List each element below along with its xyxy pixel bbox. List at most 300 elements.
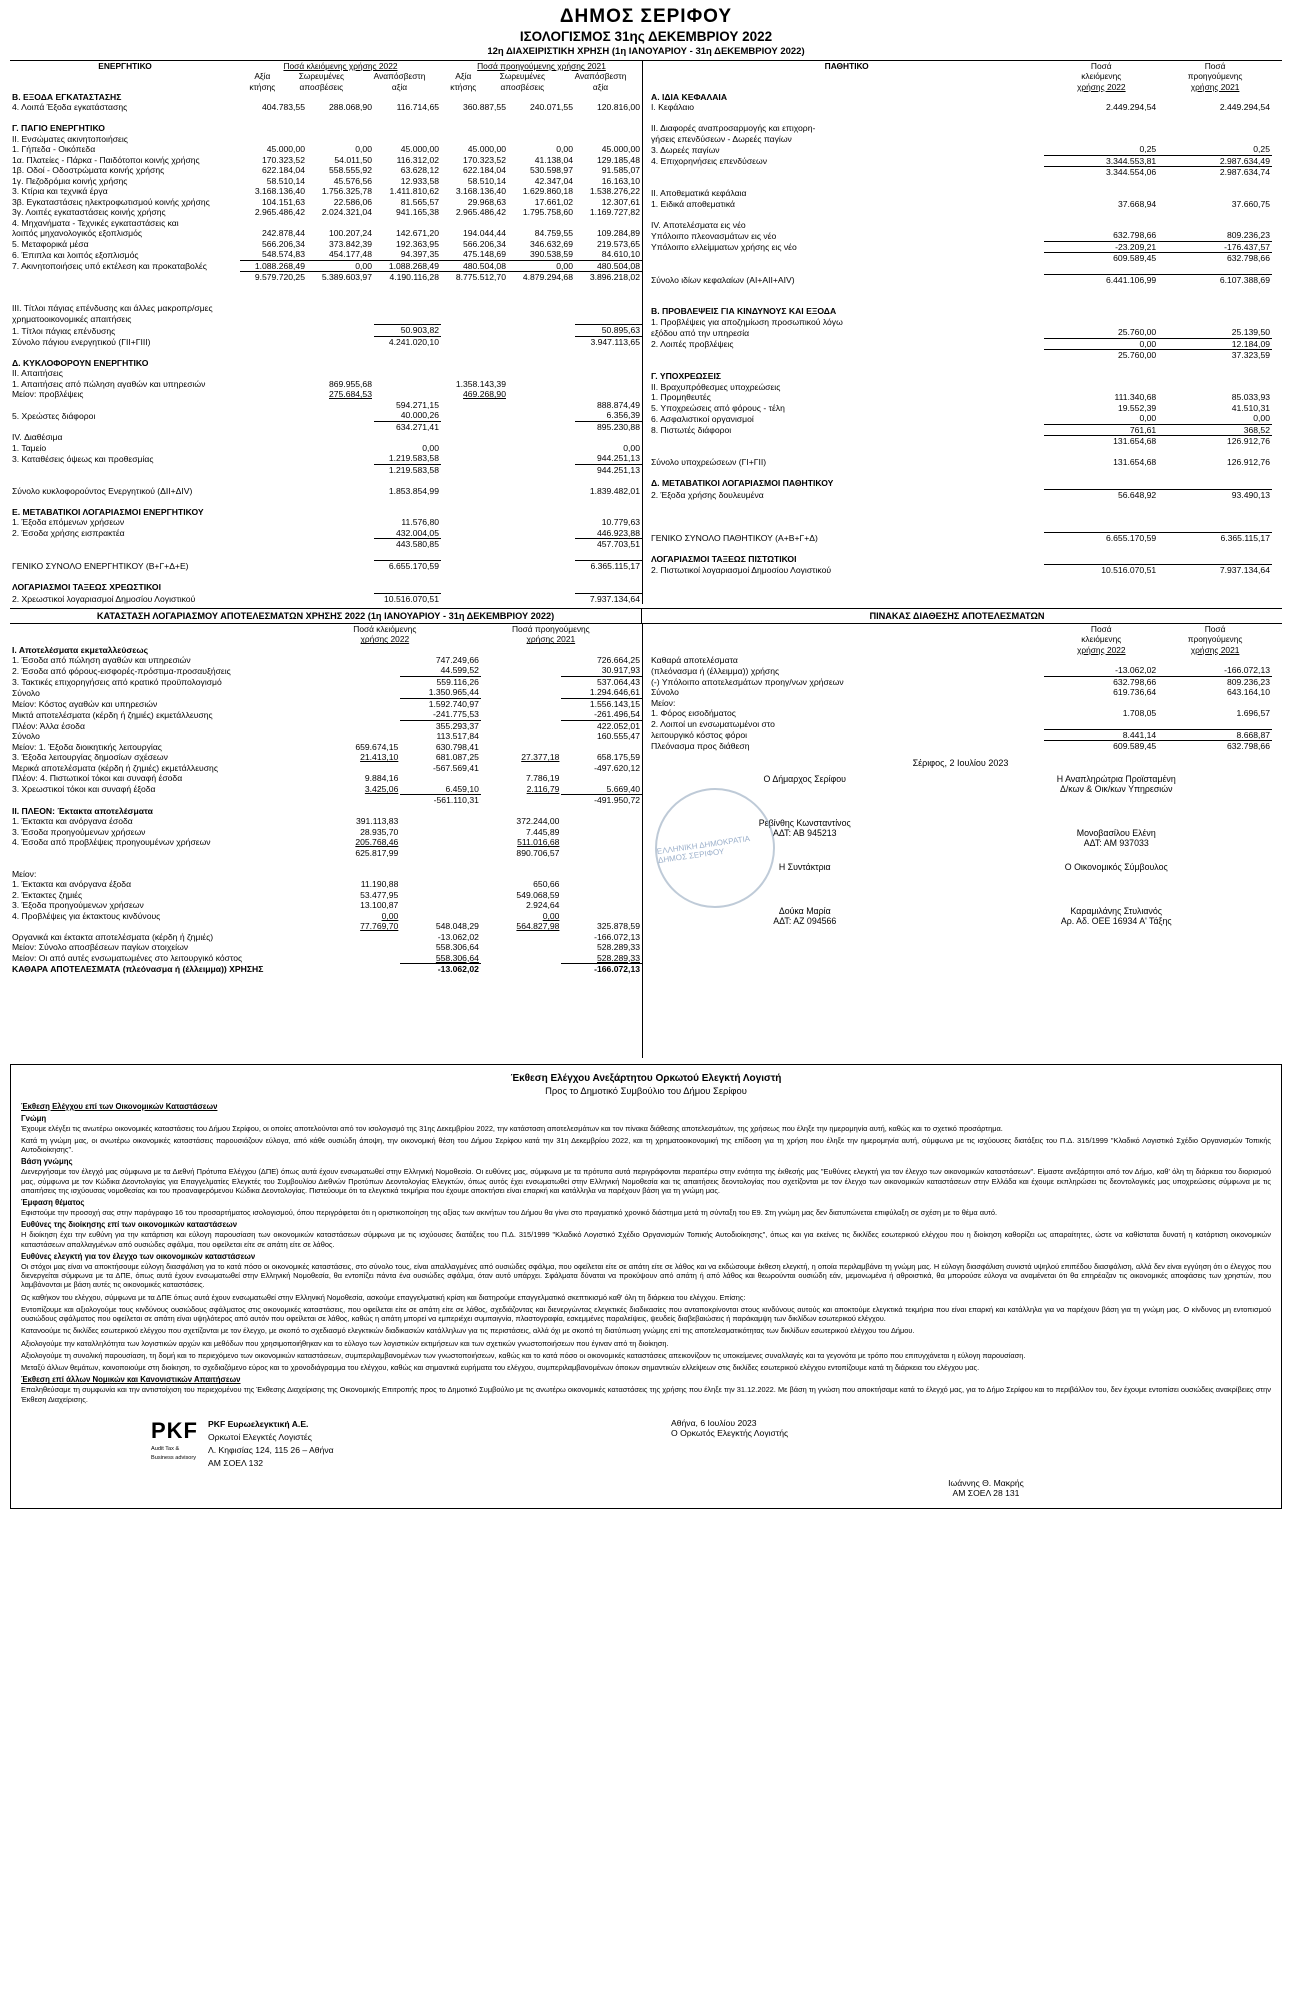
table-row (10, 784, 642, 795)
spacer (649, 447, 1272, 457)
row-value-1: -166.072,13 (561, 964, 642, 975)
distribution-table (649, 655, 1272, 752)
row-value-1: 1.358.143,39 (455, 378, 506, 389)
pad (481, 795, 562, 806)
row-value-2: 94.397,35 (400, 249, 439, 260)
assets-col-net-prev: Αναπόσβεστη (574, 71, 627, 82)
row-value-4: 4.879.294,68 (508, 271, 575, 282)
row-value-1: 528.289,33 (596, 952, 640, 963)
table-row (649, 253, 1272, 264)
row-value-1: 6.356,39 (606, 410, 640, 421)
pad (508, 400, 575, 410)
table-row (10, 731, 642, 741)
row-value-0: 6.655.170,59 (1044, 532, 1158, 543)
row-value-0: 6.655.170,59 (374, 561, 441, 572)
table-row (10, 572, 642, 582)
table-row (10, 368, 642, 378)
pad (320, 698, 401, 709)
table-row (649, 392, 1272, 402)
row-label: 3. Έξοδα προηγούμενων χρήσεων (12, 900, 144, 911)
row-value-5 (575, 218, 642, 228)
sig-role-2: Η Αναπληρώτρια Προϊσταμένη (1056, 773, 1176, 784)
table-row (10, 795, 642, 806)
row-value-5: 109.284,89 (596, 228, 640, 239)
row-label: (πλεόνασμα ή (έλλειμμα)) χρήσης (651, 665, 780, 676)
results-columns (10, 624, 1282, 1058)
row-label: 1. Έξοδα επόμενων χρήσεων (12, 517, 125, 528)
row-value-0: 566.206,34 (261, 238, 305, 249)
assets-col-depr-prev: Σωρευμένες (499, 71, 545, 82)
table-row (10, 848, 642, 858)
row-value-2: 4.190.116,28 (374, 271, 441, 282)
pad (481, 720, 562, 731)
assets-col-cost-2: κτήσης (249, 81, 276, 92)
table-row (10, 720, 642, 731)
spacer (649, 296, 1272, 306)
table-row (649, 687, 1272, 697)
row-value-2 (374, 218, 441, 228)
assets-col-cost: Αξία (254, 71, 271, 82)
row-value-0: 1.088.268,49 (240, 260, 307, 271)
row-value-3 (561, 900, 642, 910)
row-value-2: 2.924,64 (525, 900, 560, 911)
row-value-0: 1.708,05 (1122, 708, 1157, 719)
table-row (10, 932, 642, 942)
audit-section-heading: Βάση γνώμης (21, 1157, 73, 1167)
row-value-2: 142.671,20 (395, 228, 439, 239)
row-label (10, 539, 374, 550)
row-label: ΙΙ. ΠΛΕΟΝ: Έκτακτα αποτελέσματα (12, 805, 153, 816)
row-value-1: 681.087,25 (435, 752, 479, 763)
row-value-0: 619.736,64 (1113, 687, 1157, 698)
row-label: Β. ΕΞΟΔΑ ΕΓΚΑΤΑΣΤΑΣΗΣ (12, 91, 122, 102)
row-label: Μείον: (651, 697, 676, 708)
pad (320, 655, 401, 665)
assets-col-depr: Σωρευμένες (298, 71, 344, 82)
table-row (10, 218, 642, 228)
audit-paragraph: Εντοπίζουμε και αξιολογούμε τους κινδύνους ουσιώδους σφάλματος στις οικονομικές καταστάσεις, που οφείλεται είτε σε απάτη είτε σε λάθος, σχεδιάζοντας και διενεργώντας ελεγκτικές διαδικασίες που ανταποκρίνονται στους κινδύνους αυτούς και αποκτούμε ελεγκτικά τεκμήρια που είναι επαρκή και κατάλληλα για να παρέχουν βάση για τη γνώμη μας. Ο κίνδυνος μη εντοπισμού ουσιώδους σφάλματος που οφείλεται σε απάτη είναι υψηλότερος από αυτόν που οφείλεται σε λάθος, καθώς η απάτη μπορεί να εμπεριέχει συμπαιγνία, πλαστογραφία, εσκεμμένες παραλείψεις, ψευδείς διαβεβαιώσεις ή παράκαμψη των δικλίδων εσωτερικού ελέγχου. (21, 1304, 1271, 1324)
audit-paragraph: Εφιστούμε την προσοχή σας στην παράγραφο 16 του προσαρτήματος ισολογισμού, όπου περιγράφεται ότι η οριστικοποίηση της αξίας των ακινήτων του Δήμου θα γίνει στο πραγματικό χρονικό διάστημα μετά τη σύνταξη του Ε9. Στη γνώμη μας δεν διατυπώνεται επιφύλαξη σε σχέση με το θέμα αυτό. (21, 1208, 998, 1218)
spacer (649, 285, 1272, 295)
row-value-2: 27.377,18 (521, 752, 560, 763)
pad (320, 795, 401, 806)
spacer (10, 572, 642, 582)
row-value-0: 625.817,99 (355, 847, 399, 858)
row-value-0: 659.674,15 (355, 741, 399, 752)
assets-col-cost-prev: Αξία (455, 71, 472, 82)
row-value-1: 944.251,13 (596, 453, 640, 464)
row-value-1: 1.839.482,01 (589, 485, 640, 496)
row-label: 1α. Πλατείες - Πάρκα - Παιδότοποι κοινής χρήσης (12, 154, 200, 165)
audit-section-heading: Ευθύνες ελεγκτή για τον έλεγχο των οικονομικών καταστάσεων (21, 1251, 256, 1261)
row-value-0: -13.062,02 (437, 931, 479, 942)
income-table (10, 645, 642, 975)
audit-paragraph: Η διοίκηση έχει την ευθύνη για την κατάρτιση και εύλογη παρουσίαση των οικονομικών καταστάσεων σύμφωνα με τις ισχύουσες διατάξεις του Π.Δ. 315/1999 "Κλαδικό Λογιστικό Σχέδιο Οργανισμών Τοπικής Αυτοδιοίκησης", όπως και για εκείνες τις δικλίδες εσωτερικού ελέγχου που η διοίκηση καθορίζει ως απαραίτητες, ώστε να καθίσταται δυνατή η κατάρτιση οικονομικών καταστάσεων απαλλαγμένων από ουσιώδες σφάλμα, που οφείλεται είτε σε απάτη είτε σε λάθος. (21, 1230, 1271, 1249)
table-row (10, 582, 642, 593)
row-value-4: 1.795.758,60 (522, 207, 573, 218)
row-value-0: 632.798,66 (1044, 676, 1158, 687)
spacer (10, 113, 642, 123)
table-row (10, 709, 642, 720)
pad (508, 336, 575, 347)
row-value-3: 58.510,14 (467, 175, 506, 186)
audit-paragraph: Οι στόχοι μας είναι να αποκτήσουμε εύλογη διασφάλιση για το κατά πόσο οι οικονομικές καταστάσεις, στο σύνολο τους, είναι απαλλαγμένες από ουσιώδες σφάλμα, που οφείλεται είτε σε απάτη είτε σε λάθος και να εκδώσουμε έκθεση ελεγκτή, η οποία περιλαμβάνει τη γνώμη μας. Η εύλογη διασφάλιση συνιστά υψηλού επιπέδου διασφάλιση, αλλά δεν είναι εγγύηση ότι ο έλεγχος που διενεργείται σύμφωνα με τα ΔΠΕ, όπως αυτά έχουν ενσωματωθεί στην Ελληνική Νομοθεσία, θα εντοπίζει πάντα ένα ουσιώδες σφάλμα, όταν αυτό υπάρχει. Σφάλματα δύναται να προκύψουν από απάτη ή από λάθος και θεωρούνται ουσιώδη εάν, μεμονωμένα ή αθροιστικά, θα μπορούσε εύλογα να αναμένεται ότι θα επηρέαζαν τις οικονομικές αποφάσεις των χρηστών, που λαμβάνονται με βάση αυτές τις οικονομικές καταστάσεις. (21, 1261, 1271, 1290)
row-value-1 (1158, 698, 1272, 708)
spacer (649, 521, 1272, 532)
audit-paragraph: Αξιολογούμε τη συνολική παρουσίαση, τη δομή και το περιεχόμενο των οικονομικών καταστάσεων, συμπεριλαμβανομένων των γνωστοποιήσεων, καθώς και το κατά πόσο οι οικονομικές καταστάσεις απεικονίζουν τις υποκείμενες συναλλαγές και τα γεγονότα με τρόπο που επιτυγχάνεται η εύλογη παρουσίαση. (21, 1350, 1026, 1360)
table-row (649, 102, 1272, 112)
row-value-1: 0,00 (623, 442, 640, 453)
row-value-1 (1158, 317, 1272, 327)
table-row (10, 165, 642, 175)
row-value-1: 6.365.115,17 (1158, 532, 1272, 543)
pad (320, 942, 401, 952)
row-value-3: 566.206,34 (462, 238, 506, 249)
row-label: Υπόλοιπο ελλείμματων χρήσης εις νέο (651, 242, 797, 253)
row-value-1: 2.024.321,04 (321, 207, 372, 218)
spacer (649, 468, 1272, 478)
row-label: 3. Έξοδα λειτουργίας δημοσίων σχέσεων (12, 752, 168, 763)
document-header (10, 6, 1282, 57)
table-row (10, 676, 642, 687)
row-value-1 (400, 773, 481, 783)
row-label: Σύνολο (651, 687, 679, 698)
audit-report (10, 1064, 1282, 1509)
liab-col-cur: Ποσά (1090, 61, 1112, 71)
table-row (649, 457, 1272, 467)
row-value-5: 12.307,61 (601, 196, 640, 207)
pkf-logo: PKF (151, 1417, 198, 1443)
row-value-0: 9.579.720,25 (240, 271, 307, 282)
table-row (10, 314, 642, 325)
balance-sheet-columns (10, 61, 1282, 604)
spacer (649, 113, 1272, 123)
row-value-1: 8.668,87 (1158, 729, 1272, 740)
table-row (10, 827, 642, 837)
row-value-1: 632.798,66 (1158, 253, 1272, 264)
table-row (10, 763, 642, 773)
row-value-1 (400, 827, 481, 837)
distribution-section (642, 624, 1272, 1058)
table-row (10, 421, 642, 432)
row-value-0: 594.271,15 (395, 399, 439, 410)
row-value-1: 446.923,88 (596, 527, 640, 538)
table-row (649, 665, 1272, 676)
row-label (10, 848, 320, 858)
spacer (649, 500, 1272, 510)
table-row (649, 676, 1272, 687)
row-value-3: 170.323,52 (462, 154, 506, 165)
pad (320, 731, 401, 741)
row-value-0: -23.209,21 (1044, 241, 1158, 252)
table-row (649, 296, 1272, 306)
pad (508, 443, 575, 453)
pad (508, 593, 575, 604)
row-label: 4. Έσοδα από προβλέψεις προηγουμένων χρήσεων (12, 837, 211, 848)
row-value-1: -176.437,57 (1158, 241, 1272, 252)
row-value-1: 944.251,13 (575, 464, 642, 475)
spacer (10, 496, 642, 506)
row-label: 3. Δωρεές παγίων (651, 144, 720, 155)
row-value-3: 622.184,04 (462, 165, 506, 176)
table-row (10, 228, 642, 238)
sig-name-1: Ρεβίνθης Κωνσταντίνος (758, 817, 851, 828)
row-label: Γ. ΥΠΟΧΡΕΩΣΕΙΣ (651, 371, 721, 382)
row-value-1: 548.048,29 (435, 921, 479, 932)
row-value-3: 2.965.486,42 (455, 207, 506, 218)
table-row (649, 698, 1272, 708)
row-value-0: 432.004,05 (395, 527, 439, 538)
row-value-0: 113.517,84 (436, 731, 479, 742)
row-value-5: 219.573,65 (596, 238, 640, 249)
table-row (10, 593, 642, 604)
row-value-0: -13.062,02 (400, 964, 481, 975)
row-value-1 (307, 218, 374, 228)
table-row (649, 371, 1272, 381)
row-label (10, 421, 374, 432)
row-value-1: 6.107.388,69 (1158, 274, 1272, 285)
row-value-2: 511.016,68 (517, 837, 560, 848)
audit-section-heading: Έκθεση επί άλλων Νομικών και Κανονιστικών Απαιτήσεων (21, 1375, 241, 1385)
row-value-0: 0,00 (422, 442, 439, 453)
row-value-4: 17.661,02 (534, 196, 573, 207)
row-label: Καθαρά αποτελέσματα (651, 654, 738, 665)
table-row (10, 964, 642, 975)
row-value-0: 8.441,14 (1044, 729, 1158, 740)
row-value-0: 104.151,63 (261, 196, 305, 207)
spacer (649, 361, 1272, 371)
row-value-4: 0,00 (556, 144, 573, 155)
row-label: 6. Έπιπλα και λοιπός εξοπλισμός (12, 249, 139, 260)
table-row (649, 655, 1272, 665)
distribution-header-table (649, 624, 1272, 655)
table-row (10, 113, 642, 123)
table-row (649, 178, 1272, 188)
row-value-1 (400, 911, 481, 921)
spacer (10, 550, 642, 561)
row-value-3 (561, 837, 642, 847)
row-value-0: 25.760,00 (1117, 327, 1157, 338)
spacer (649, 209, 1272, 219)
firm-line-3: Λ. Κηφισίας 124, 115 26 – Αθήνα (208, 1444, 334, 1455)
row-value-0: 761,61 (1044, 424, 1158, 435)
pad (320, 720, 401, 731)
pad (320, 687, 401, 698)
row-value-5: 3.896.218,02 (575, 271, 642, 282)
row-value-1: 288.068,90 (328, 102, 372, 113)
table-row (649, 719, 1272, 729)
table-row (649, 199, 1272, 209)
row-label (10, 400, 374, 410)
row-value-2: 564.827,98 (516, 921, 560, 932)
row-label: 3. Τακτικές επιχορηγήσεις από κρατικό προϋπολογισμό (12, 676, 222, 687)
table-row (10, 155, 642, 165)
row-value-0: -241.775,53 (433, 709, 479, 720)
pad (441, 593, 508, 604)
table-row (649, 543, 1272, 553)
table-row (649, 134, 1272, 144)
row-value-0: 3.344.554,06 (1044, 167, 1158, 178)
assets-col-depr-2: αποσβέσεις (299, 81, 344, 92)
row-value-5: 16.163,10 (601, 175, 640, 186)
row-value-1: 45.576,56 (333, 175, 372, 186)
assets-title: ΕΝΕΡΓΗΤΙΚΟ (98, 61, 152, 71)
table-row (10, 539, 642, 550)
row-label: 2. Λοιπές προβλέψεις (651, 339, 734, 350)
row-value-3: 658.175,59 (596, 752, 640, 763)
liab-col-cur-3: χρήσης 2022 (1076, 81, 1126, 92)
sig-role-3: Η Συντάκτρια (778, 861, 831, 872)
assets-group-previous: Ποσά προηγούμενης χρήσης 2021 (477, 61, 606, 71)
row-value-1: 537.064,43 (561, 676, 642, 687)
row-label: Οργανικά και έκτακτα αποτελέσματα (κέρδη ή ζημιές) (12, 931, 214, 942)
row-value-2: 890.706,57 (516, 847, 560, 858)
row-label: ΚΑΘΑΡΑ ΑΠΟΤΕΛΕΣΜΑΤΑ (πλεόνασμα ή (έλλειμμα)) ΧΡΗΣΗΣ (12, 964, 264, 975)
row-value-4: 84.759,55 (534, 228, 573, 239)
liabilities-title: ΠΑΘΗΤΙΚΟ (824, 61, 869, 71)
row-value-2: 2.116,79 (526, 784, 560, 795)
row-label: Σύνολο ιδίων κεφαλαίων (ΑΙ+ΑΙΙ+ΑΙV) (651, 274, 795, 285)
pad (508, 517, 575, 527)
row-value-4: 42.347,04 (534, 175, 573, 186)
row-value-1: 726.664,25 (596, 654, 640, 665)
table-row (649, 521, 1272, 532)
row-value-0: 869.955,68 (328, 378, 372, 389)
pad (481, 676, 562, 687)
row-value-1: 630.798,41 (435, 741, 479, 752)
row-label: ΛΟΓΑΡΙΑΣΜΟΙ ΤΑΞΕΩΣ ΠΙΣΤΩΤΙΚΟΙ (651, 553, 797, 564)
row-value-0: 28.935,70 (360, 826, 399, 837)
table-row (649, 424, 1272, 435)
row-label: 1. Ταμείο (12, 442, 47, 453)
table-row (10, 443, 642, 453)
income-col-prev-2: χρήσης 2021 (526, 634, 576, 645)
row-value-1 (400, 900, 481, 910)
table-row (649, 554, 1272, 565)
row-value-2: 12.933,58 (400, 175, 439, 186)
audit-subtitle: Προς το Δημοτικό Συμβούλιο του Δήμου Σερίφου (545, 1084, 747, 1096)
row-value-0: -561.110,31 (400, 795, 481, 806)
spacer (649, 543, 1272, 553)
row-label: IV. Αποτελέσματα εις νέο (651, 219, 746, 230)
dist-col-cur-2: κλειόμενης (1081, 634, 1122, 645)
row-value-0: 0,00 (1139, 413, 1157, 424)
pad (508, 325, 575, 336)
signatures-block (649, 758, 1272, 1058)
audit-section-heading: Έμφαση θέματος (21, 1198, 85, 1208)
pad (441, 410, 508, 421)
row-value-1: 632.798,66 (1158, 741, 1272, 752)
row-label: IV. Διαθέσιμα (12, 432, 63, 443)
audit-paragraph: Ως καθήκον του ελέγχου, σύμφωνα με τα ΔΠΕ όπως αυτά έχουν ενσωματωθεί στην Ελληνική Νομοθεσία, ασκούμε επαγγελματική κρίση και διατηρούμε επαγγελματικό σκεπτικισμό καθ' όλη τη διάρκεια του ελέγχου. Επίσης: (21, 1292, 746, 1302)
row-value-2: 45.000,00 (400, 144, 439, 155)
row-label: Μερικά αποτελέσματα (κέρδη ή ζημιές) εκμετάλλευσης (12, 762, 218, 773)
table-row (10, 528, 642, 539)
row-value-2 (481, 742, 562, 752)
auditor-id: ΑΜ ΣΟΕΛ 28 131 (952, 1487, 1020, 1498)
row-value-1: -166.072,13 (594, 931, 640, 942)
row-label: Ι. Αποτελέσματα εκμεταλλεύσεως (12, 644, 149, 655)
table-row (649, 241, 1272, 252)
row-value-1: 22.586,06 (333, 196, 372, 207)
pad (441, 400, 508, 410)
assets-col-net-2: αξία (391, 81, 408, 92)
row-label: 3. Καταθέσεις όψεως και προθεσμίας (12, 453, 154, 464)
row-label: Γ. ΠΑΓΙΟ ΕΝΕΡΓΗΤΙΚΟ (12, 123, 105, 134)
sig-id-1: ΑΔΤ: ΑΒ 945213 (772, 827, 837, 838)
row-value-0 (1044, 317, 1158, 327)
audit-paragraph: Αξιολογούμε την καταλληλότητα των λογιστικών αρχών και μεθόδων που χρησιμοποιήθηκαν και το εύλογο των λογιστικών εκτιμήσεων και των σχετικών γνωστοποιήσεων που έγιναν από τη διοίκηση. (21, 1338, 669, 1348)
row-value-1 (400, 848, 481, 858)
audit-section-heading: Ευθύνες της διοίκησης επί των οικονομικών καταστάσεων (21, 1220, 238, 1230)
row-value-1: 12.184,09 (1158, 338, 1272, 349)
row-label: (-) Υπόλοιπο αποτελεσμάτων προηγ/νων χρήσεων (651, 676, 844, 687)
table-row (10, 475, 642, 485)
table-row (10, 282, 642, 292)
row-value-3: 8.775.512,70 (441, 271, 508, 282)
row-label: Σύνολο κυκλοφορούντος Ενεργητικού (ΔΙΙ+ΔΙV) (12, 485, 193, 496)
row-label: Α. ΙΔΙΑ ΚΕΦΑΛΑΙΑ (651, 91, 728, 102)
row-value-0: 548.574,83 (261, 249, 305, 260)
row-value-3: 5.669,40 (606, 783, 640, 794)
table-row (10, 879, 642, 889)
row-value-3: 480.504,08 (441, 260, 508, 271)
table-row (649, 264, 1272, 275)
table-row (649, 144, 1272, 155)
pad (441, 453, 508, 464)
row-value-2: 63.628,12 (400, 165, 439, 176)
table-row (10, 752, 642, 762)
sig-role-1: Ο Δήμαρχος Σερίφου (763, 773, 846, 784)
row-value-2: 1.411.810,62 (389, 186, 439, 197)
row-value-0: 10.516.070,51 (1044, 565, 1158, 576)
row-value-0: 275.684,53 (328, 389, 372, 400)
pad (481, 953, 562, 964)
table-row (10, 911, 642, 921)
pad (320, 665, 401, 676)
row-value-3: 360.887,55 (462, 102, 506, 113)
table-row (649, 113, 1272, 123)
row-value-0: 25.760,00 (1044, 350, 1158, 361)
row-value-1: 0,25 (1253, 144, 1270, 155)
row-value-1: 10.779,63 (601, 517, 640, 528)
row-value-1: 1.756.325,78 (321, 186, 372, 197)
table-row (10, 665, 642, 676)
row-value-3 (561, 742, 642, 752)
row-label: 4. Επιχορηνήσεις επενδύσεων (651, 156, 768, 167)
row-label: ΙΙ. Ενσώματες ακινητοποιήσεις (12, 133, 128, 144)
row-value-1: 0,00 (1253, 413, 1270, 424)
pad (374, 379, 441, 389)
pad (320, 869, 401, 879)
row-value-0: 11.190,88 (360, 879, 399, 890)
table-row (649, 285, 1272, 295)
row-label: ΓΕΝΙΚΟ ΣΥΝΟΛΟ ΕΝΕΡΓΗΤΙΚΟΥ (Β+Γ+Δ+Ε) (12, 561, 189, 572)
table-row (649, 500, 1272, 510)
table-row (10, 389, 642, 399)
table-row (10, 453, 642, 464)
table-row (649, 306, 1272, 316)
pad (441, 539, 508, 550)
row-value-5: 480.504,08 (575, 260, 642, 271)
table-row (10, 325, 642, 336)
assets-col-net-prev-2: αξία (592, 81, 609, 92)
income-statement-title: ΚΑΤΑΣΤΑΣΗ ΛΟΓΑΡΙΑΣΜΟΥ ΑΠΟΤΕΛΕΣΜΑΤΩΝ ΧΡΗΣΗΣ 2022 (1η ΙΑΝΟΥΑΡΙΟΥ - 31η ΔΕΚΕΜΒΡΙΟΥ 2022) (10, 609, 642, 623)
row-value-5: 1.538.276,22 (589, 186, 640, 197)
audit-paragraph: Μεταξύ άλλων θεμάτων, κοινοποιούμε στη διοίκηση, το σχεδιαζόμενο εύρος και το χρονοδιάγραμμα του ελέγχου, καθώς και σημαντικά ευρήματα του ελέγχου, συμπεριλαμβανομένων όποιων σημαντικών ελλείψεων στις δικλίδες εσωτερικού ελέγχου εντοπίζουμε κατά τη διάρκεια του ελέγχου μας. (21, 1363, 980, 1373)
row-value-1: 558.555,92 (328, 165, 372, 176)
row-label: ΙΙ. Απαιτήσεις (12, 368, 63, 379)
